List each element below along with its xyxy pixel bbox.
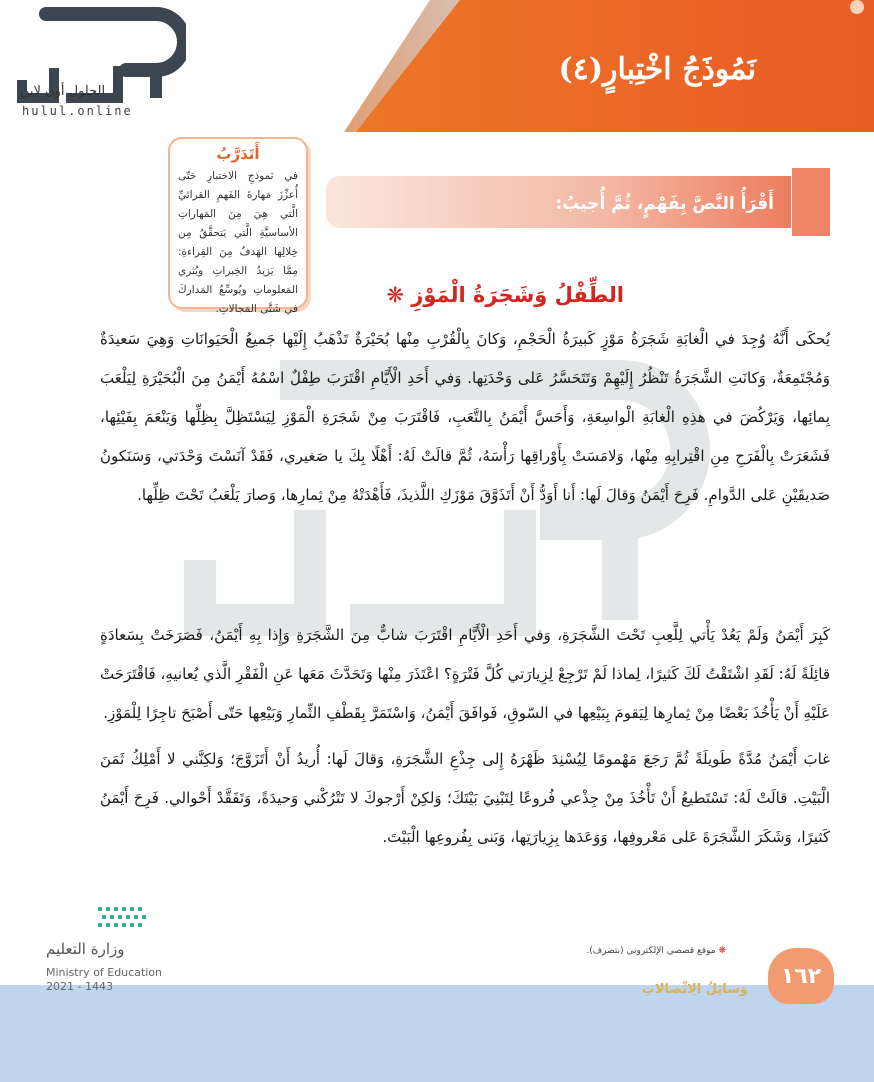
tip-title: أَتَدَرَّبُ <box>216 145 260 163</box>
unit-name: وَسائِلُ الِاتِّصالاتِ <box>641 982 748 997</box>
ministry-english-name: Ministry of Education <box>46 966 163 979</box>
page-title: نَمُوذَجُ اخْتِبارٍ(٤) <box>558 52 756 87</box>
logo-site-text: hulul.online <box>22 104 133 118</box>
instruction-text: أَقْرَأُ النَّصَّ بِفَهْمٍ، ثُمَّ أُجيبُ: <box>555 194 774 214</box>
ministry-logo-icon <box>96 905 152 935</box>
footnote-star: ❋ <box>718 946 726 956</box>
page-number-badge: ١٦٢ <box>768 948 834 1004</box>
footer-band <box>0 985 874 1082</box>
logo-arabic-text: الحلول أون لاين <box>20 84 106 99</box>
story-paragraph: غابَ أَيْمَنُ مُدَّةً طَويلَةً ثُمَّ رَجَعَ مَهْمومًا لِيُسْنِدَ ظَهْرَهُ إِلى جِذْعِ الشَّجَرَةِ، وَقالَ لَها: أُريدُ أَنْ أَتَزَوَّجَ؛ وَلكِنَّني لا أَمْلِكُ ثَمَنَ الْبَيْتِ. قالَتْ لَهُ: تَسْتَطيعُ أَنْ تَأْخُذَ مِنْ جِذْعي فُروعًا لِتَبْنِيَ بَيْتَكَ؛ وَلكِنْ أَرْجوكَ لا تَتْرُكْني وَحيدَةً، وَتَفَقَّدْ أَحْوالي. فَرِحَ أَيْمَنُ كَثيرًا، وَشَكَرَ الشَّجَرَةَ عَلى مَعْروفِها، وَوَعَدَها بِزِيارَتِها، وَبَنى بِفُروعِها الْبَيْتَ. <box>100 750 830 846</box>
footnote-text: موقع قصصي الإلكتروني (بتصرف). <box>586 946 716 956</box>
edition-year: 2021 - 1443 <box>46 980 113 993</box>
practice-tip-box <box>168 137 308 315</box>
story-title: الطِّفْلُ وَشَجَرَةُ الْمَوْزِ ❋ <box>386 283 624 307</box>
footnote <box>586 946 726 956</box>
story-paragraph: يُحكَى أَنَّهُ وُجِدَ في الْغابَةِ شَجَرَةُ مَوْزٍ كَبيرَةُ الْحَجْمِ، وَكانَ بِالْقُرْبِ مِنْها بُحَيْرَةٌ تَذْهَبُ إِلَيْها جَميعُ الْحَيَوانَاتِ وَهِيَ سَعيدَةٌ وَمُجْتَمِعَةٌ، وَكانَتِ الشَّجَرَةُ تَنْظُرُ إِلَيْهِمْ وَتَتَحَسَّرُ عَلى وَحْدَتِها. وَفي أَحَدِ الْأَيَّامِ اقْتَرَبَ طِفْلٌ اسْمُهُ أَيْمَنُ مِنَ الْبُحَيْرَةِ لِيَلْعَبَ بِمائِها، وَيَرْكُضَ في هذِهِ الْغابَةِ الْواسِعَةِ، وَأَحَسَّ أَيْمَنُ بِالتَّعَبِ، فَاقْتَرَبَ مِنْ شَجَرَةِ الْمَوْزِ لِيَسْتَظِلَّ بِظِلِّها وَيَنْعَمَ بِفَيْئِها، فَشَعَرَتْ بِالْفَرَحِ مِنِ اقْتِرابِهِ مِنْها، وَلامَسَتْ بِأَوْراقِها رَأْسَهُ، ثُمَّ قالَتْ لَهُ: أَهْلًا بِكَ يا صَغيري، فَقَدْ آنَسْتَ وَحْدَتي، وَسَنَكونُ صَديقَيْنِ عَلى الدَّوامِ. فَرِحَ أَيْمَنُ وَقالَ لَها: أَنا أَوَدُّ أَنْ أَتَذَوَّقَ مَوْزَكِ اللَّذيذَ، فَأَهْدَتْهُ مِنْ ثِمارِها، وَصارَ يَلْعَبُ تَحْتَ ظِلِّها. <box>100 330 830 504</box>
corner-dot <box>850 0 864 14</box>
instruction-accent <box>792 168 830 236</box>
story-paragraph: كَبِرَ أَيْمَنُ وَلَمْ يَعُدْ يَأْتي لِلَّعِبِ تَحْتَ الشَّجَرَةِ، وَفي أَحَدِ الْأَيَّامِ اقْتَرَبَ شابٌّ مِنَ الشَّجَرَةِ وَإِذا بِهِ أَيْمَنُ، فَصَرَخَتْ بِسَعادَةٍ قائِلَةً لَهُ: لَقَدِ اشْتَقْتُ لَكَ كَثيرًا، لِماذا لَمْ تَرْجِعْ لِزِيارَتي كُلَّ فَتْرَةٍ؟ اعْتَذَرَ مِنْها وَتَحَدَّثَ مَعَها عَنِ الْفَقْرِ الَّذي يُعانيهِ، فَاقْتَرَحَتْ عَلَيْهِ أَنْ يَأْخُذَ بَعْضًا مِنْ ثِمارِها لِيَقومَ بِبَيْعِها في السّوقِ، فَوافَقَ أَيْمَنُ، وَاسْتَمَرَّ بِقَطْفِ الثِّمارِ وَبَيْعِها حَتّى أَصْبَحَ تاجِرًا لِلْمَوْزِ. <box>100 626 830 722</box>
tip-text: في نَموذجِ الاختبارِ حَتّى أُعزِّزَ مَهارةَ الفَهمِ القرائيِّ الَّتي هِيَ مِنَ المَهاراتِ الأساسيَّةِ الَّتي يَتحقَّقُ مِن خِلالِها الهَدفُ مِنَ القِراءةِ: مِمَّا يَزيدُ الخِبراتِ ويُثري المَعلوماتِ ويُوسِّعُ المَداركَ في شَتَّى المَجالاتِ. <box>178 170 298 315</box>
ministry-arabic-name: وزارة التعليم <box>46 940 125 958</box>
